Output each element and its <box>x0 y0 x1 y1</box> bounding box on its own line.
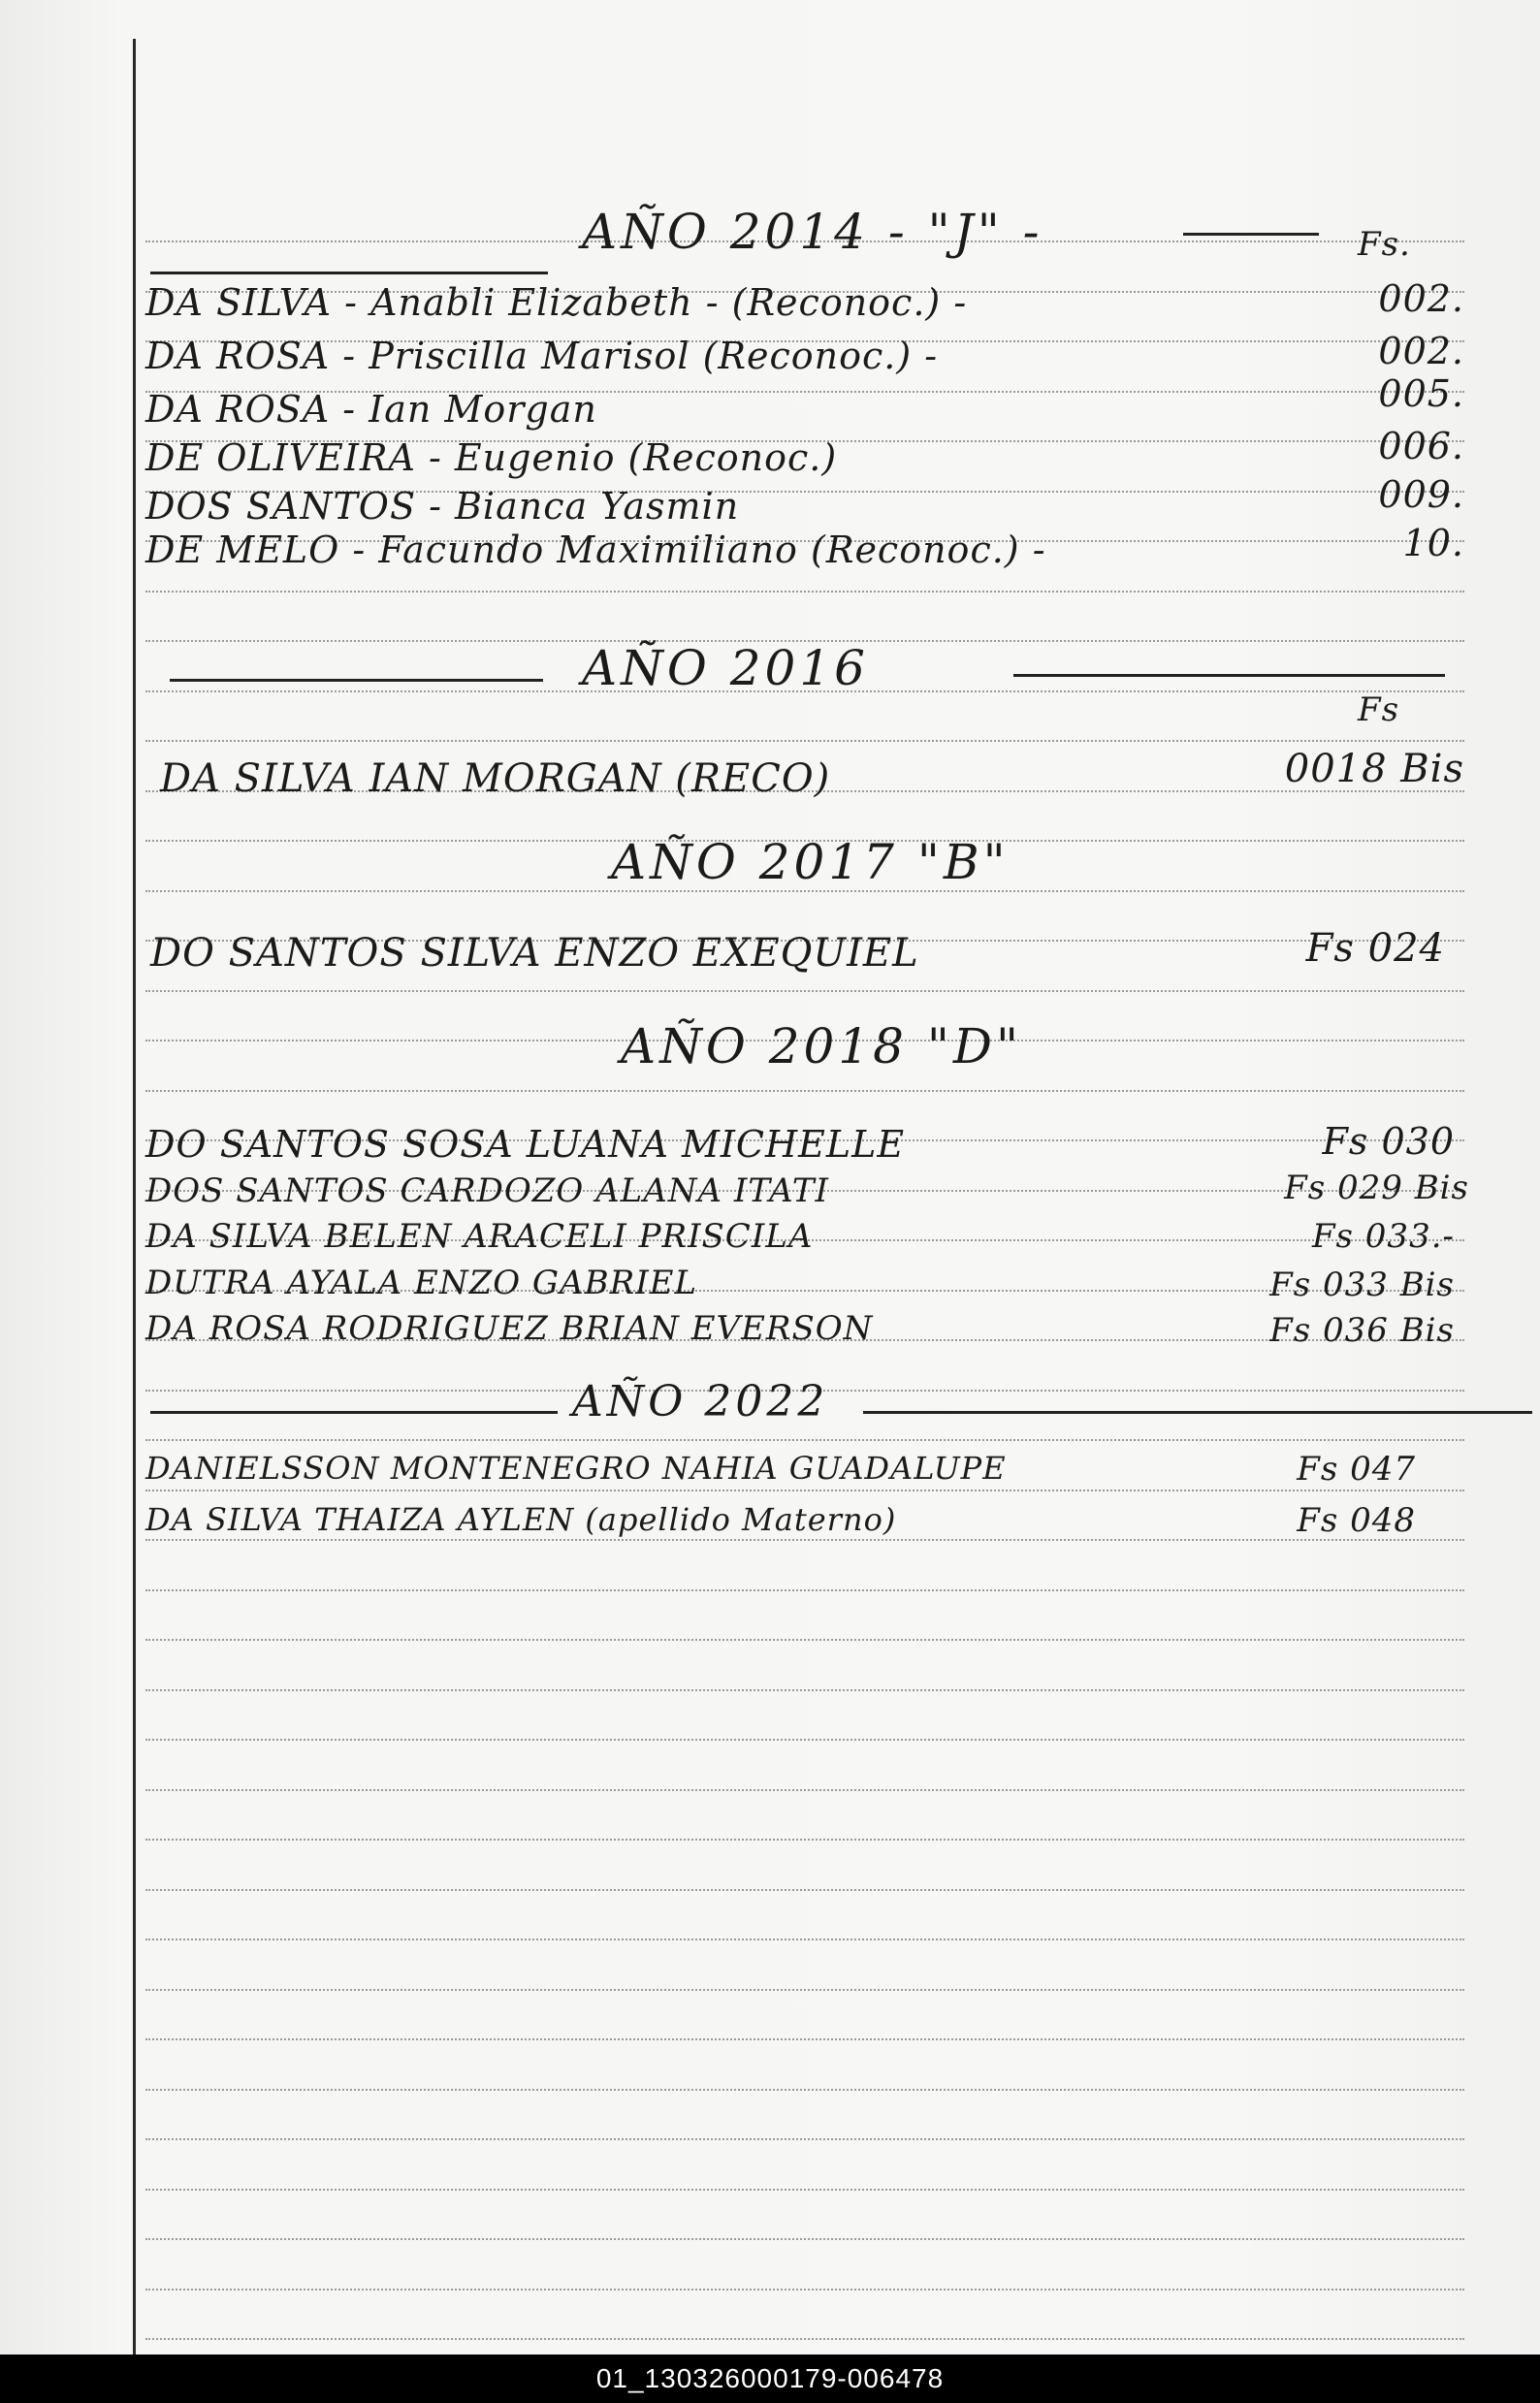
heading-rule-left <box>150 272 548 274</box>
entry-folio: Fs 047 <box>1297 1450 1416 1489</box>
folio-header: Fs <box>1358 690 1400 729</box>
ruled-line <box>145 1090 1464 1092</box>
entry-name: DUTRA AYALA ENZO GABRIEL <box>145 1264 698 1302</box>
ruled-line <box>145 1989 1464 1991</box>
entry-folio: Fs 048 <box>1297 1501 1416 1540</box>
heading-rule-left <box>150 1411 558 1414</box>
ruled-line <box>145 1739 1464 1741</box>
entry-name: DA SILVA BELEN ARACELI PRISCILA <box>145 1217 814 1256</box>
heading-rule-right <box>863 1411 1532 1414</box>
ruled-line <box>145 1789 1464 1791</box>
ruled-line <box>145 1839 1464 1841</box>
ruled-line <box>145 1639 1464 1641</box>
entry-name: DANIELSSON MONTENEGRO NAHIA GUADALUPE <box>145 1450 1007 1487</box>
entry-folio: 009. <box>1378 473 1464 516</box>
ruled-line <box>145 1589 1464 1591</box>
heading-rule-right <box>1183 233 1319 236</box>
folio-header: Fs. <box>1358 225 1411 264</box>
ruled-line <box>145 890 1464 892</box>
ruled-line <box>145 2089 1464 2091</box>
section-heading-2017: AÑO 2017 "B" <box>611 834 1010 890</box>
section-heading-2014: AÑO 2014 - "J" - <box>582 204 1043 260</box>
ruled-line <box>145 2138 1464 2140</box>
section-heading-2016: AÑO 2016 <box>582 640 869 696</box>
entry-folio: 002. <box>1378 277 1464 320</box>
entry-folio: 005. <box>1378 372 1464 415</box>
heading-rule-left <box>170 679 543 682</box>
entry-folio: Fs 033.- <box>1311 1217 1455 1256</box>
ruled-line <box>145 1439 1464 1441</box>
entry-name: DO SANTOS SILVA ENZO EXEQUIEL <box>150 931 919 976</box>
entry-name: DA SILVA THAIZA AYLEN (apellido Materno) <box>145 1501 897 1538</box>
margin-line <box>133 39 136 2355</box>
ruled-line <box>145 1490 1464 1491</box>
ruled-line <box>145 2038 1464 2040</box>
ruled-line <box>145 1938 1464 1940</box>
scan-id-footer: 01_130326000179-006478 <box>0 2355 1540 2403</box>
entry-folio: 10. <box>1402 522 1464 564</box>
entry-name: DOS SANTOS - Bianca Yasmin <box>145 485 740 528</box>
entry-folio: 006. <box>1378 425 1464 467</box>
section-heading-2018: AÑO 2018 "D" <box>621 1018 1022 1074</box>
entry-folio: Fs 024 <box>1305 926 1445 971</box>
ruled-line <box>145 740 1464 742</box>
entry-name: DA SILVA IAN MORGAN (RECO) <box>160 756 831 801</box>
entry-folio: Fs 033 Bis <box>1269 1266 1455 1304</box>
entry-folio: 002. <box>1378 330 1464 372</box>
entry-folio: Fs 029 Bis <box>1284 1169 1469 1207</box>
entry-name: DA ROSA - Priscilla Marisol (Reconoc.) - <box>145 335 939 377</box>
entry-name: DE MELO - Facundo Maximiliano (Reconoc.) - <box>145 529 1046 571</box>
entry-folio: 0018 Bis <box>1284 747 1464 791</box>
ruled-line <box>145 591 1464 593</box>
entry-name: DA ROSA RODRIGUEZ BRIAN EVERSON <box>145 1309 874 1348</box>
ruled-line <box>145 2338 1464 2340</box>
entry-folio: Fs 030 <box>1322 1120 1455 1163</box>
entry-name: DE OLIVEIRA - Eugenio (Reconoc.) <box>145 436 838 479</box>
ruled-line <box>145 2289 1464 2291</box>
heading-rule-right <box>1013 674 1445 677</box>
entry-name: DOS SANTOS CARDOZO ALANA ITATI <box>145 1171 829 1210</box>
ruled-line <box>145 1689 1464 1691</box>
entry-name: DA ROSA - Ian Morgan <box>145 388 597 431</box>
entry-folio: Fs 036 Bis <box>1269 1311 1455 1350</box>
section-heading-2022: AÑO 2022 <box>572 1377 829 1426</box>
ruled-line <box>145 2238 1464 2240</box>
ruled-line <box>145 1889 1464 1891</box>
ruled-line <box>145 990 1464 992</box>
ruled-line <box>145 2189 1464 2191</box>
entry-name: DO SANTOS SOSA LUANA MICHELLE <box>145 1123 906 1166</box>
entry-name: DA SILVA - Anabli Elizabeth - (Reconoc.) - <box>145 281 968 324</box>
